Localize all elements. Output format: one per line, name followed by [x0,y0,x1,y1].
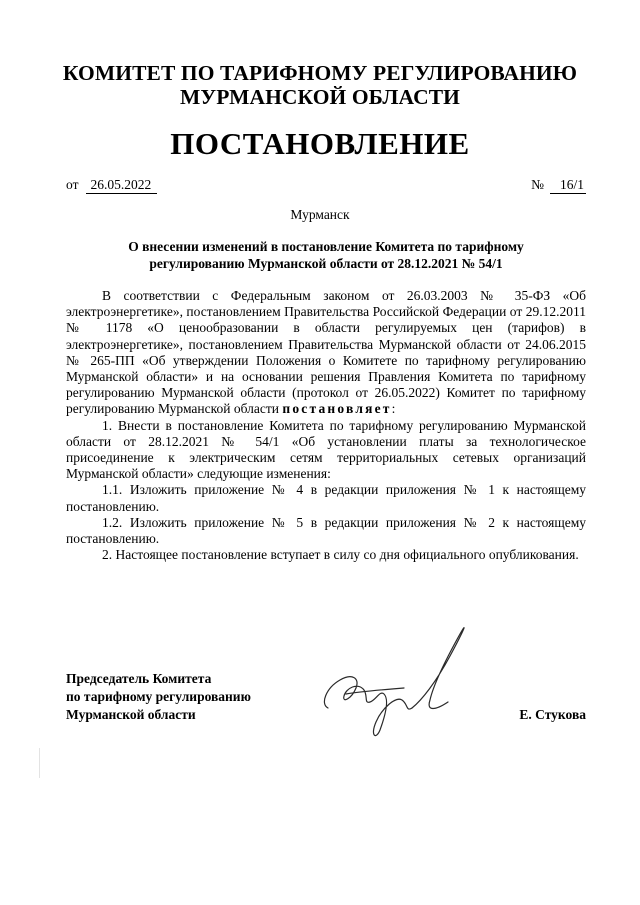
signer-title-line3: Мурманской области [66,707,196,722]
decree-tail: : [391,401,396,417]
date-value: 26.05.2022 [86,176,157,194]
scan-margin-mark [39,748,40,778]
document-type-title: ПОСТАНОВЛЕНИЕ [170,126,470,161]
organization-name-line1: КОМИТЕТ ПО ТАРИФНОМУ РЕГУЛИРОВАНИЮ [62,61,578,85]
preamble-text: В соответствии с Федеральным законом от 26.03.2003 № 35-ФЗ «Об электроэнергетике», постановлением Правительства Российской Федерации от 29.12.2011 № 1178 «О ценообразовании в области регулируемых цен (тарифов) в электроэнергетике», постановлением Правительства Мурманской области от 24.06.2015 № 265-ПП «Об утверждении Положения о Комитете по тарифному регулированию Мурманской области» и на основании решения Правления Комитета по тарифному регулированию Мурманской области (протокол от 26.05.2022) Комитет по тарифному регулированию Мурманской области [66,288,586,417]
organization-name-line2: МУРМАНСКОЙ ОБЛАСТИ [179,85,460,109]
number-prefix: № [531,177,544,192]
document-city: Мурманск [290,207,350,222]
subject-line2: регулированию Мурманской области от 28.12.2021 № 54/1 [149,256,503,271]
document-subject [96,238,556,272]
signer-title-line2: по тарифному регулированию [66,689,251,704]
organization-header [40,61,600,109]
item-2-paragraph: 2. Настоящее постановление вступает в силу со дня официального опубликования. [102,547,579,563]
document-date [66,176,157,194]
handwritten-signature [318,612,478,752]
number-value: 16/1 [550,176,586,194]
signer-title-line1: Председатель Комитета [66,671,212,686]
preamble-paragraph [66,288,586,418]
document-number [531,176,586,194]
subject-line1: О внесении изменений в постановление Комитета по тарифному [128,239,524,254]
item-1-paragraph: 1. Внести в постановление Комитета по тарифному регулированию Мурманской области от 28.12.2021 № 54/1 «Об установлении платы за технологическое присоединение к электрическим сетям территориальных сетевых организаций Мурманской области» следующие изменения: [66,417,586,482]
signer-name: Е. Стукова [519,707,586,722]
date-prefix: от [66,177,79,192]
document-body [66,288,586,563]
item-1-2-paragraph: 1.2. Изложить приложение № 5 в редакции приложения № 2 к настоящему постановлению. [66,514,586,547]
item-1-1-paragraph: 1.1. Изложить приложение № 4 в редакции приложения № 1 к настоящему постановлению. [66,482,586,514]
decree-word: постановляет [282,401,392,417]
signer-title [66,670,251,724]
